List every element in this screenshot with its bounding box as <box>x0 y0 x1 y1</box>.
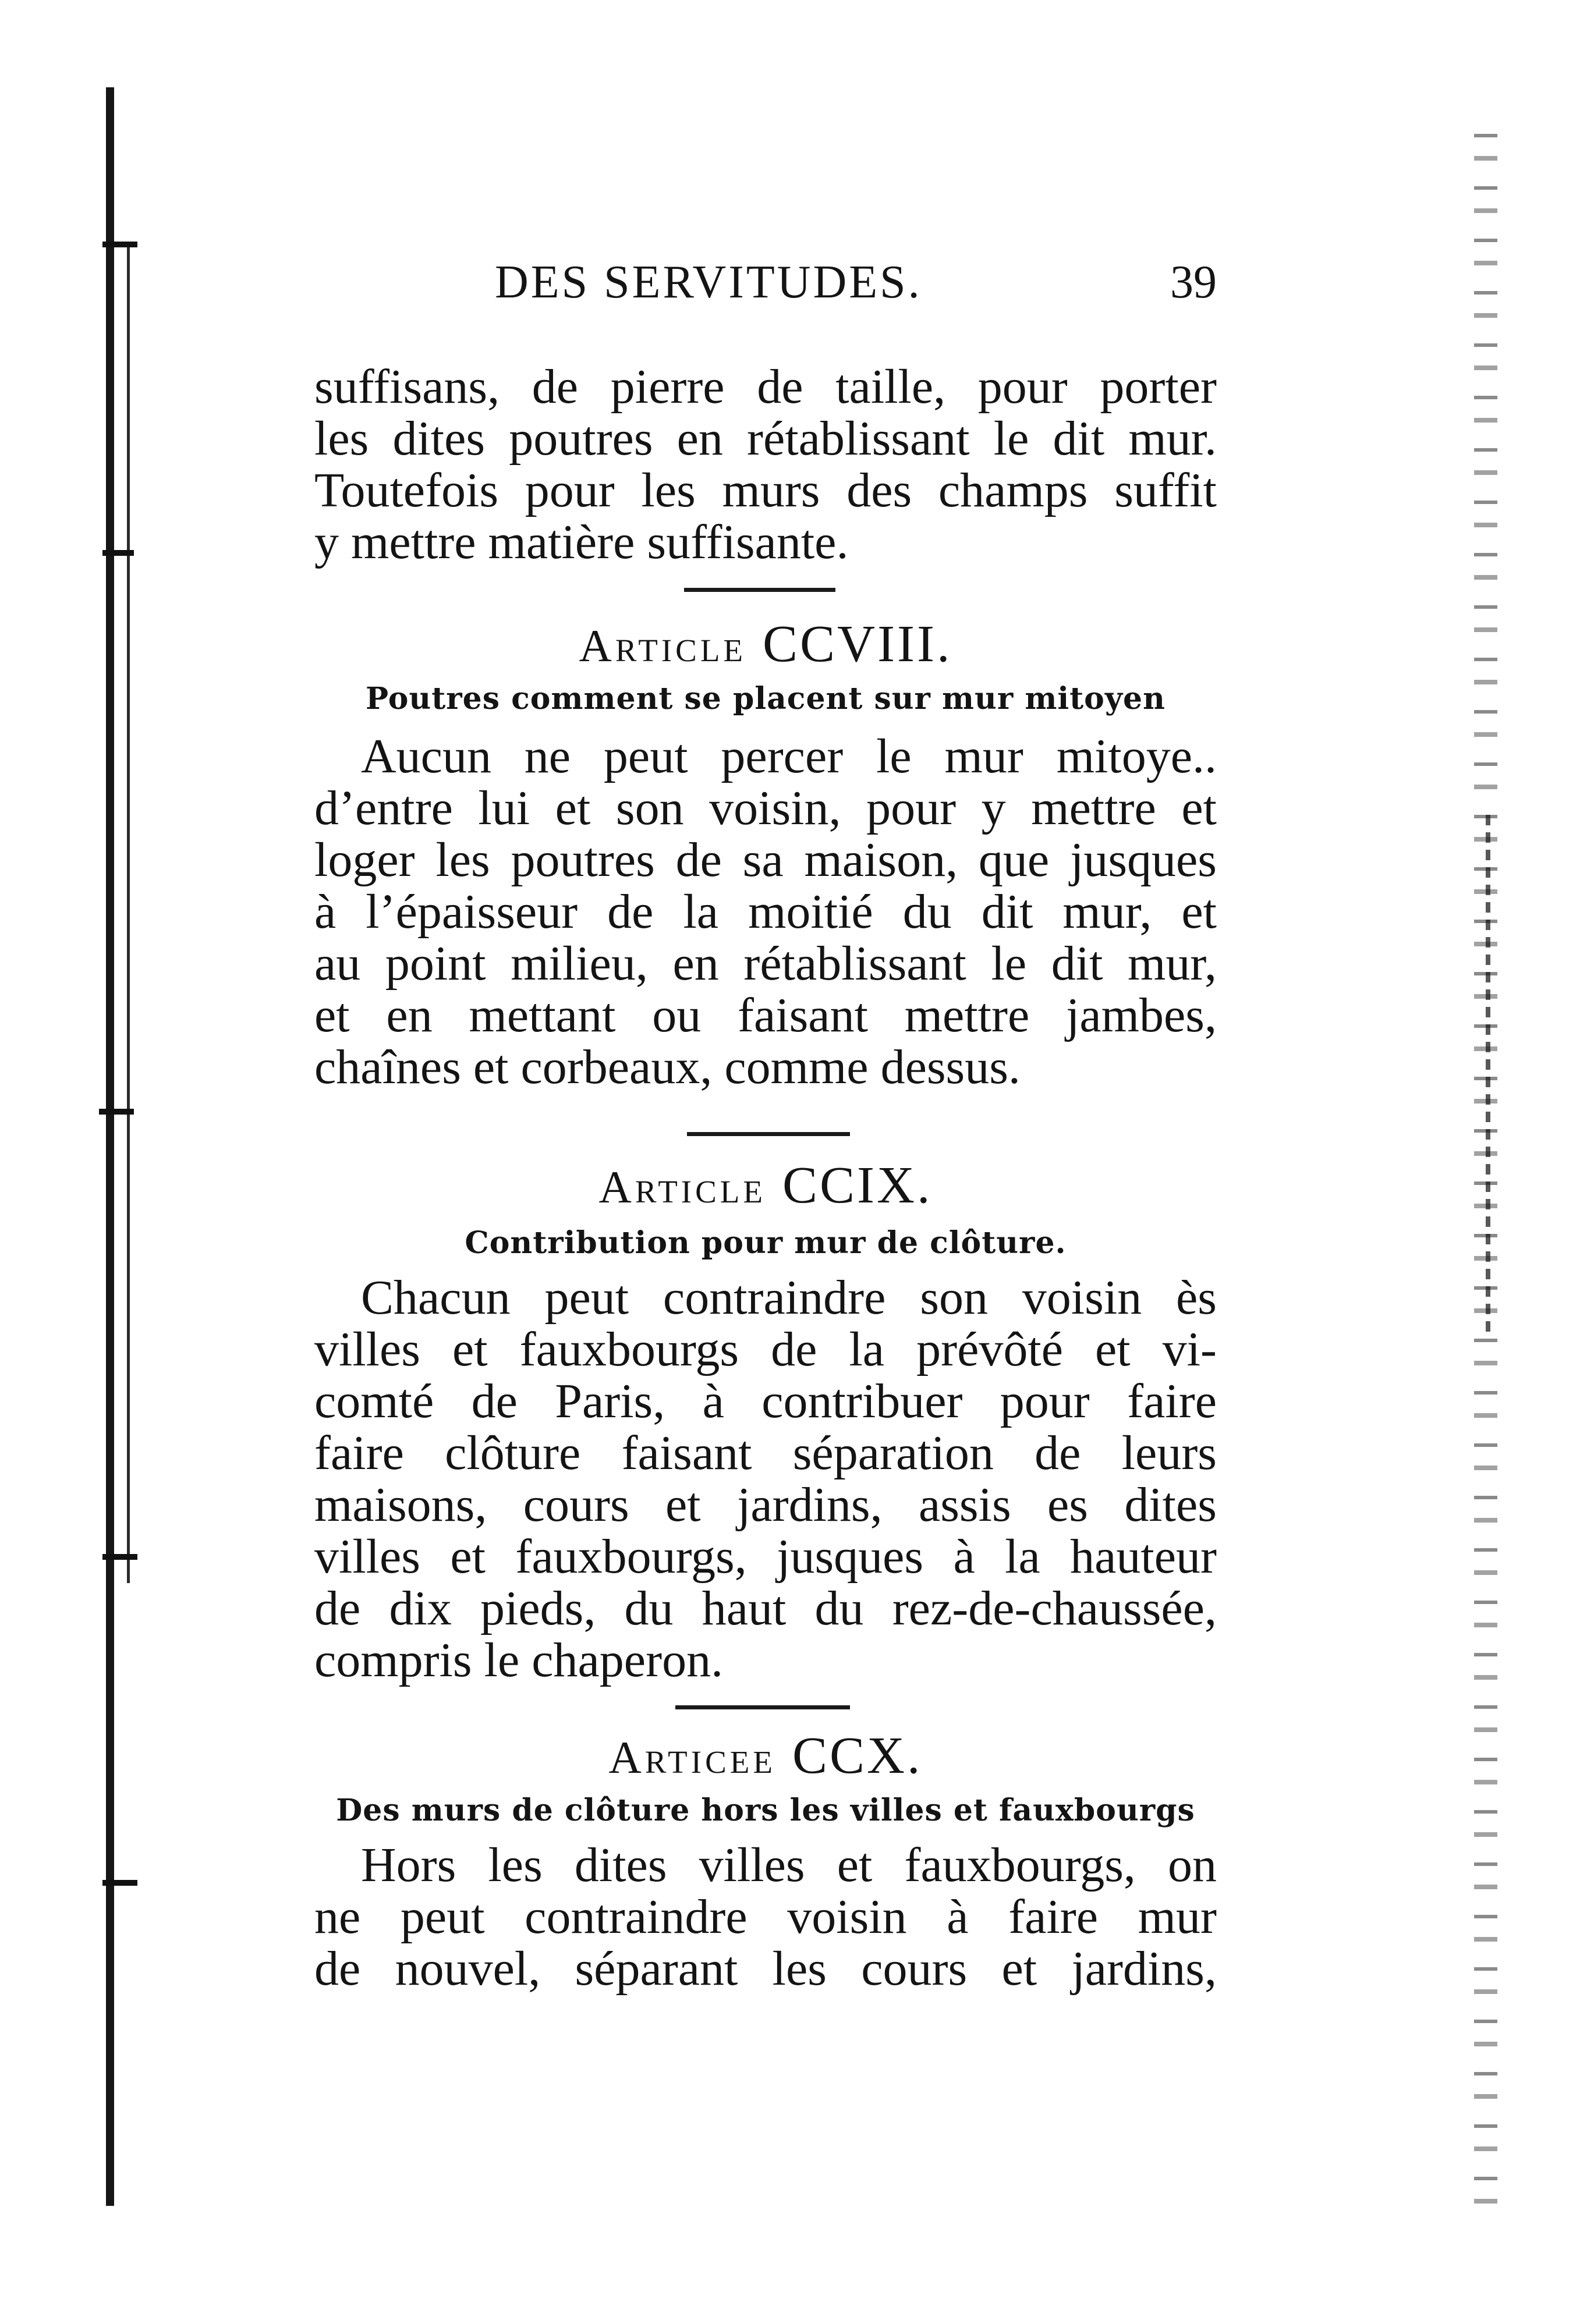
article-paragraph <box>314 1272 1217 1686</box>
text-line: villes et fauxbourgs de la prévôté et vi- <box>314 1322 1217 1376</box>
article-number: CCVIII. <box>763 615 952 673</box>
text-line: faire clôture faisant séparation de leurs <box>314 1426 1217 1480</box>
continuation-paragraph <box>314 361 1217 568</box>
article-paragraph <box>314 1839 1217 1995</box>
text-line: Aucun ne peut percer le mur mitoye.. <box>361 729 1217 783</box>
text-line: et en mettant ou faisant mettre jambes, <box>314 988 1217 1042</box>
page-number: 39 <box>1170 257 1217 308</box>
article-heading <box>314 1726 1217 1786</box>
text-line: chaînes et corbeaux, comme dessus. <box>314 1040 1021 1094</box>
section-rule <box>675 1705 850 1709</box>
article-paragraph <box>314 730 1217 1093</box>
running-head <box>314 256 1217 314</box>
text-line: Toutefois pour les murs des champs suffit <box>314 463 1217 517</box>
article-heading <box>314 1155 1217 1215</box>
text-line: loger les poutres de sa maison, que jusques <box>314 833 1217 887</box>
text-line: d’entre lui et son voisin, pour y mettre et <box>314 781 1217 835</box>
text-line: au point milieu, en rétablissant le dit mur, <box>314 936 1217 991</box>
section-rule <box>684 588 835 592</box>
text-line: compris le chaperon. <box>314 1633 724 1687</box>
text-line: maisons, cours et jardins, assis es dites <box>314 1478 1217 1532</box>
text-line: de dix pieds, du haut du rez-de-chaussée, <box>314 1581 1217 1635</box>
article-subtitle: Contribution pour mur de clôture. <box>465 1225 1067 1261</box>
binding-edge-inner <box>127 244 130 1583</box>
article-number: CCIX. <box>782 1156 933 1214</box>
text-line: les dites poutres en rétablissant le dit mur. <box>314 411 1217 466</box>
binding-mark <box>102 1880 137 1886</box>
section-rule <box>687 1132 850 1136</box>
binding-mark <box>102 242 137 247</box>
text-line: ne peut contraindre voisin à faire mur <box>314 1890 1217 1944</box>
text-line: y mettre matière suffisante. <box>314 515 849 569</box>
binding-mark <box>99 1109 134 1115</box>
article-word: Article <box>579 620 747 671</box>
text-line: Hors les dites villes et fauxbourgs, on <box>361 1838 1217 1892</box>
article-heading <box>314 614 1217 674</box>
article-number: CCX. <box>792 1727 923 1784</box>
text-line: de nouvel, séparant les cours et jardins, <box>314 1942 1217 1996</box>
text-line: villes et fauxbourgs, jusques à la hauteur <box>314 1530 1217 1584</box>
text-line: comté de Paris, à contribuer pour faire <box>314 1374 1217 1428</box>
text-line: Chacun peut contraindre son voisin ès <box>361 1271 1217 1325</box>
text-line: suffisans, de pierre de taille, pour porter <box>314 360 1217 414</box>
binding-edge <box>106 87 114 2206</box>
margin-speckles-dark <box>1486 815 1490 1339</box>
article-word: Article <box>598 1162 766 1212</box>
running-title: DES SERVITUDES. <box>495 257 922 308</box>
article-subtitle: Poutres comment se placent sur mur mitoyen <box>366 681 1166 716</box>
article-word: Articee <box>608 1732 776 1783</box>
binding-mark <box>102 550 134 556</box>
article-subtitle: Des murs de clôture hors les villes et fauxbourgs <box>336 1793 1195 1828</box>
binding-mark <box>102 1554 137 1560</box>
text-line: à l’épaisseur de la moitié du dit mur, et <box>314 885 1217 939</box>
